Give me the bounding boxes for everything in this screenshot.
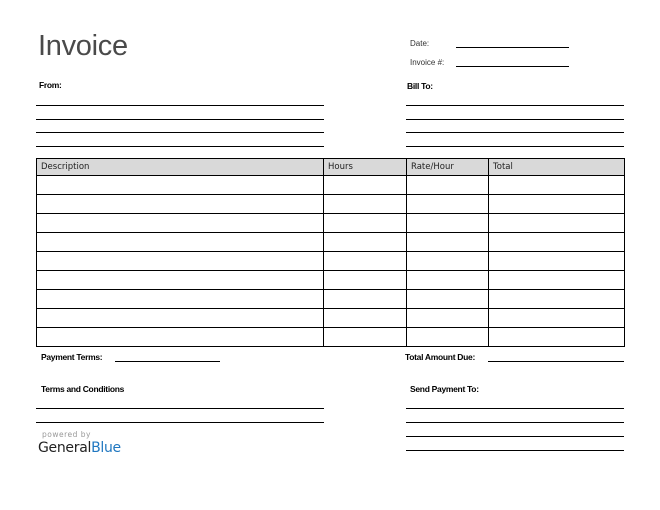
- terms-conditions-label: Terms and Conditions: [41, 384, 125, 394]
- send-payment-line-1[interactable]: [406, 408, 624, 409]
- send-payment-line-2[interactable]: [406, 422, 624, 423]
- table-row: [37, 195, 625, 214]
- description-cell[interactable]: [37, 252, 324, 271]
- invoice-number-field[interactable]: [456, 66, 569, 67]
- table-row: [37, 271, 625, 290]
- hours-cell[interactable]: [324, 195, 407, 214]
- rate-cell[interactable]: [407, 271, 489, 290]
- bill-to-line-4[interactable]: [406, 146, 624, 147]
- from-line-4[interactable]: [36, 146, 324, 147]
- description-cell[interactable]: [37, 271, 324, 290]
- total-cell[interactable]: [489, 252, 625, 271]
- table-row: [37, 328, 625, 347]
- payment-terms-label: Payment Terms:: [41, 352, 103, 362]
- column-header-rate: Rate/Hour: [407, 159, 489, 176]
- rate-cell[interactable]: [407, 252, 489, 271]
- hours-cell[interactable]: [324, 309, 407, 328]
- total-cell[interactable]: [489, 290, 625, 309]
- description-cell[interactable]: [37, 214, 324, 233]
- rate-cell[interactable]: [407, 176, 489, 195]
- rate-cell[interactable]: [407, 195, 489, 214]
- generalblue-logo: [38, 440, 121, 456]
- total-amount-due-field[interactable]: [488, 361, 624, 362]
- brand-blue: Blue: [91, 440, 121, 456]
- bill-to-line-2[interactable]: [406, 119, 624, 120]
- payment-terms-field[interactable]: [115, 361, 220, 362]
- rate-cell[interactable]: [407, 214, 489, 233]
- total-cell[interactable]: [489, 214, 625, 233]
- description-cell[interactable]: [37, 195, 324, 214]
- table-row: [37, 176, 625, 195]
- hours-cell[interactable]: [324, 214, 407, 233]
- description-cell[interactable]: [37, 328, 324, 347]
- hours-cell[interactable]: [324, 328, 407, 347]
- from-line-2[interactable]: [36, 119, 324, 120]
- total-cell[interactable]: [489, 309, 625, 328]
- bill-to-label: Bill To:: [407, 81, 433, 91]
- description-cell[interactable]: [37, 233, 324, 252]
- rate-cell[interactable]: [407, 328, 489, 347]
- hours-cell[interactable]: [324, 290, 407, 309]
- hours-cell[interactable]: [324, 233, 407, 252]
- total-cell[interactable]: [489, 176, 625, 195]
- table-row: [37, 309, 625, 328]
- from-line-1[interactable]: [36, 105, 324, 106]
- send-payment-line-3[interactable]: [406, 436, 624, 437]
- hours-cell[interactable]: [324, 176, 407, 195]
- column-header-total: Total: [489, 159, 625, 176]
- date-field[interactable]: [456, 47, 569, 48]
- description-cell[interactable]: [37, 176, 324, 195]
- invoice-number-label: Invoice #:: [410, 58, 445, 67]
- table-row: [37, 233, 625, 252]
- date-label: Date:: [410, 39, 430, 48]
- terms-line-1[interactable]: [36, 408, 324, 409]
- send-payment-to-label: Send Payment To:: [410, 384, 479, 394]
- table-header-row: [37, 159, 625, 176]
- description-cell[interactable]: [37, 290, 324, 309]
- send-payment-line-4[interactable]: [406, 450, 624, 451]
- rate-cell[interactable]: [407, 233, 489, 252]
- powered-by-text: powered by: [42, 430, 91, 439]
- total-cell[interactable]: [489, 233, 625, 252]
- column-header-hours: Hours: [324, 159, 407, 176]
- table-row: [37, 252, 625, 271]
- total-cell[interactable]: [489, 328, 625, 347]
- total-amount-due-label: Total Amount Due:: [405, 352, 475, 362]
- hours-cell[interactable]: [324, 252, 407, 271]
- bill-to-line-1[interactable]: [406, 105, 624, 106]
- total-cell[interactable]: [489, 271, 625, 290]
- rate-cell[interactable]: [407, 290, 489, 309]
- from-label: From:: [39, 80, 62, 90]
- brand-general: General: [38, 440, 92, 456]
- table-row: [37, 214, 625, 233]
- invoice-title: Invoice: [38, 30, 128, 62]
- from-line-3[interactable]: [36, 132, 324, 133]
- rate-cell[interactable]: [407, 309, 489, 328]
- total-cell[interactable]: [489, 195, 625, 214]
- table-row: [37, 290, 625, 309]
- bill-to-line-3[interactable]: [406, 132, 624, 133]
- description-cell[interactable]: [37, 309, 324, 328]
- line-items-table: [36, 158, 625, 347]
- column-header-description: Description: [37, 159, 324, 176]
- hours-cell[interactable]: [324, 271, 407, 290]
- terms-line-2[interactable]: [36, 422, 324, 423]
